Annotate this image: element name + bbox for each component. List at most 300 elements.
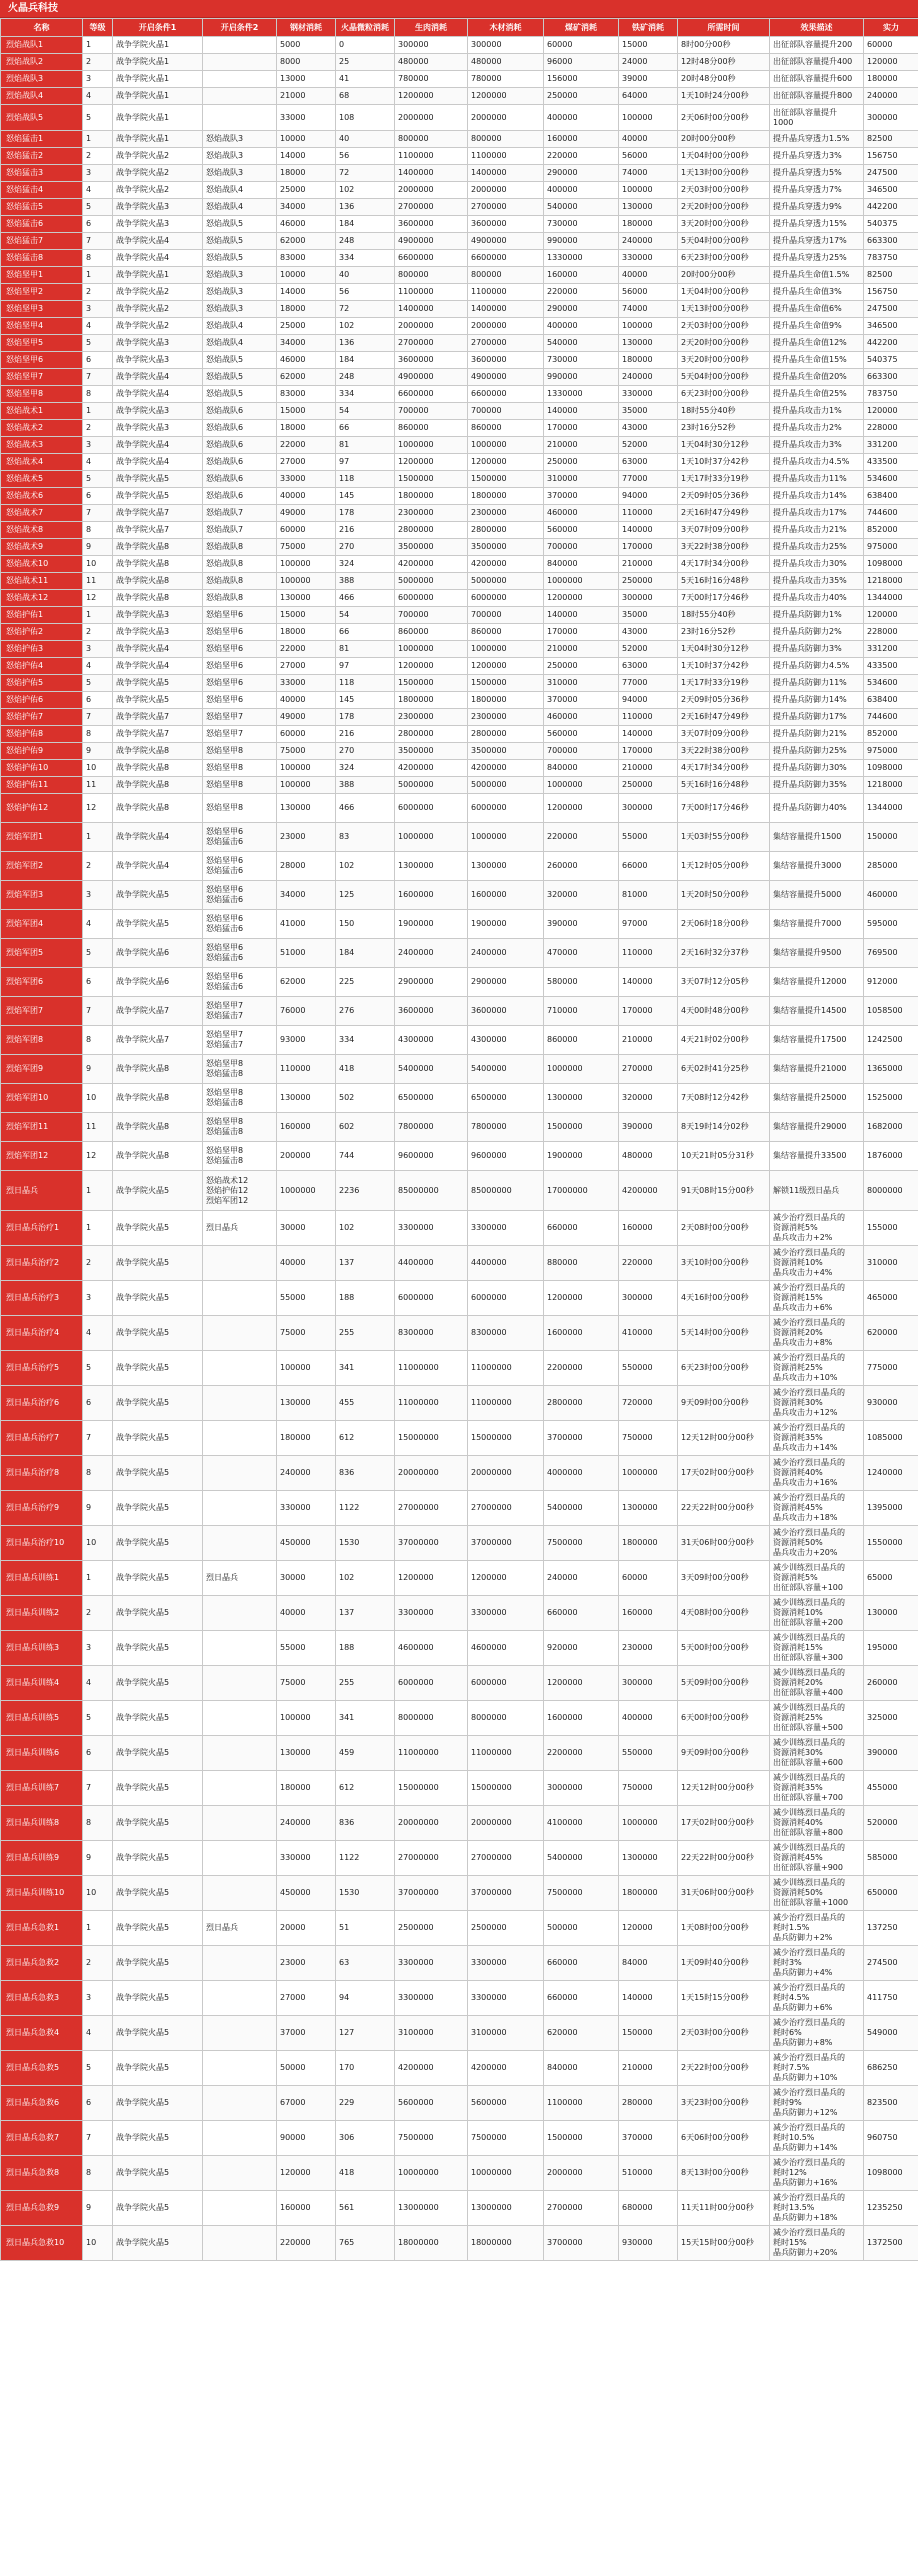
table-cell: 怒焰坚甲8 [203, 760, 277, 777]
table-cell: 提升晶兵防御力14% [770, 692, 864, 709]
table-cell: 285000 [864, 852, 918, 881]
table-cell: 1500000 [468, 471, 544, 488]
table-cell: 战争学院火晶4 [113, 641, 203, 658]
table-cell: 提升晶兵防御力25% [770, 743, 864, 760]
table-cell: 战争学院火晶5 [113, 1526, 203, 1561]
row-name-cell: 怒焰战术1 [1, 403, 83, 420]
table-cell: 7800000 [468, 1113, 544, 1142]
table-cell: 5 [83, 105, 113, 131]
table-cell: 3 [83, 641, 113, 658]
table-cell: 提升晶兵防御力2% [770, 624, 864, 641]
table-cell: 5天04时00分00秒 [678, 233, 770, 250]
table-cell: 660000 [544, 1211, 619, 1246]
table-cell: 怒焰战队4 [203, 199, 277, 216]
table-cell: 35000 [619, 403, 678, 420]
table-cell: 72 [336, 301, 395, 318]
table-cell: 180000 [864, 71, 918, 88]
table-cell: 4 [83, 454, 113, 471]
table-cell: 534600 [864, 675, 918, 692]
row-name-cell: 怒焰战术5 [1, 471, 83, 488]
table-cell: 248 [336, 233, 395, 250]
table-row [1, 386, 918, 403]
table-cell: 怒焰战队3 [203, 267, 277, 284]
table-cell: 60000 [619, 1561, 678, 1596]
table-cell: 怒焰战队8 [203, 539, 277, 556]
table-cell: 63000 [619, 658, 678, 675]
table-cell [203, 1246, 277, 1281]
table-cell: 2天08时00分00秒 [678, 1211, 770, 1246]
table-cell: 怒焰坚甲8 怒焰猛击8 [203, 1142, 277, 1171]
table-cell: 4200000 [395, 556, 468, 573]
table-cell: 228000 [864, 420, 918, 437]
table-cell: 1天13时00分00秒 [678, 165, 770, 182]
table-row [1, 1806, 918, 1841]
row-name-cell: 烈焰战队4 [1, 88, 83, 105]
table-cell: 130000 [277, 1084, 336, 1113]
table-row [1, 1246, 918, 1281]
table-cell: 7天00时17分46秒 [678, 794, 770, 823]
table-cell: 减少训练烈日晶兵的 资源消耗50% 出征部队容量+1000 [770, 1876, 864, 1911]
table-cell: 310000 [544, 471, 619, 488]
row-name-cell: 怒焰猛击4 [1, 182, 83, 199]
table-cell: 1天10时37分42秒 [678, 454, 770, 471]
table-cell: 6500000 [395, 1084, 468, 1113]
table-cell: 1100000 [544, 2086, 619, 2121]
table-cell: 43000 [619, 624, 678, 641]
table-cell: 62000 [277, 968, 336, 997]
table-cell: 156750 [864, 284, 918, 301]
table-row [1, 743, 918, 760]
table-cell: 3600000 [468, 997, 544, 1026]
table-cell: 1天08时00分00秒 [678, 1911, 770, 1946]
table-cell: 11000000 [468, 1736, 544, 1771]
table-cell: 战争学院火晶1 [113, 131, 203, 148]
table-row [1, 1526, 918, 1561]
table-cell: 10 [83, 556, 113, 573]
table-cell: 战争学院火晶7 [113, 997, 203, 1026]
table-row [1, 968, 918, 997]
table-cell: 怒焰战队4 [203, 318, 277, 335]
table-cell: 怒焰战队6 [203, 420, 277, 437]
row-name-cell: 烈日晶兵急救10 [1, 2226, 83, 2261]
table-cell: 700000 [468, 403, 544, 420]
row-name-cell: 烈日晶兵治疗2 [1, 1246, 83, 1281]
table-cell: 2200000 [544, 1351, 619, 1386]
table-cell: 140000 [619, 522, 678, 539]
table-cell: 100000 [277, 1351, 336, 1386]
table-cell: 怒焰坚甲6 怒焰猛击6 [203, 968, 277, 997]
table-cell: 9 [83, 539, 113, 556]
table-cell: 7天00时17分46秒 [678, 590, 770, 607]
table-cell: 1200000 [544, 1281, 619, 1316]
table-cell: 130000 [277, 794, 336, 823]
table-row [1, 1113, 918, 1142]
table-cell: 减少训练烈日晶兵的 资源消耗35% 出征部队容量+700 [770, 1771, 864, 1806]
table-row [1, 2051, 918, 2086]
table-cell: 3600000 [395, 997, 468, 1026]
table-cell: 77000 [619, 471, 678, 488]
table-cell: 8 [83, 726, 113, 743]
table-cell: 18000000 [395, 2226, 468, 2261]
row-name-cell: 烈日晶兵急救8 [1, 2156, 83, 2191]
table-cell [203, 1631, 277, 1666]
table-cell: 1 [83, 1561, 113, 1596]
table-cell: 83000 [277, 250, 336, 267]
table-cell: 20000000 [468, 1806, 544, 1841]
table-cell: 7 [83, 505, 113, 522]
row-name-cell: 烈日晶兵治疗6 [1, 1386, 83, 1421]
table-cell: 战争学院火晶8 [113, 743, 203, 760]
table-cell: 33000 [277, 471, 336, 488]
table-cell: 76000 [277, 997, 336, 1026]
sheet-title: 火晶兵科技 [0, 0, 918, 18]
table-cell: 7 [83, 233, 113, 250]
table-cell: 156000 [544, 71, 619, 88]
table-row [1, 454, 918, 471]
table-cell: 97 [336, 658, 395, 675]
table-cell: 300000 [619, 794, 678, 823]
table-cell [203, 1596, 277, 1631]
table-row [1, 573, 918, 590]
table-cell: 1600000 [395, 881, 468, 910]
table-cell: 5400000 [468, 1055, 544, 1084]
table-cell: 战争学院火晶5 [113, 2121, 203, 2156]
table-row [1, 2121, 918, 2156]
table-cell: 1400000 [468, 301, 544, 318]
table-cell: 战争学院火晶3 [113, 335, 203, 352]
table-cell: 27000000 [395, 1491, 468, 1526]
row-name-cell: 烈焰战队2 [1, 54, 83, 71]
table-cell: 4900000 [468, 369, 544, 386]
table-cell: 1372500 [864, 2226, 918, 2261]
table-cell: 怒焰坚甲8 怒焰猛击8 [203, 1084, 277, 1113]
table-cell: 10000000 [468, 2156, 544, 2191]
row-name-cell: 怒焰坚甲4 [1, 318, 83, 335]
table-row [1, 369, 918, 386]
table-cell: 195000 [864, 1631, 918, 1666]
table-cell: 2500000 [468, 1911, 544, 1946]
table-cell: 400000 [544, 105, 619, 131]
table-cell: 750000 [619, 1421, 678, 1456]
table-cell: 3天07时09分00秒 [678, 726, 770, 743]
table-cell: 减少治疗烈日晶兵的 资源消耗50% 晶兵攻击力+20% [770, 1526, 864, 1561]
table-cell: 集结容量提升21000 [770, 1055, 864, 1084]
table-cell: 370000 [544, 692, 619, 709]
table-row [1, 794, 918, 823]
table-cell: 18000 [277, 624, 336, 641]
table-cell: 18时55分40秒 [678, 403, 770, 420]
table-cell: 20000000 [395, 1456, 468, 1491]
table-cell: 减少治疗烈日晶兵的 耗时12% 晶兵防御力+16% [770, 2156, 864, 2191]
table-cell: 35000 [619, 607, 678, 624]
table-cell: 1058500 [864, 997, 918, 1026]
table-cell: 集结容量提升9500 [770, 939, 864, 968]
table-cell: 1200000 [468, 454, 544, 471]
table-row [1, 1421, 918, 1456]
table-cell: 1200000 [395, 1561, 468, 1596]
table-cell: 783750 [864, 250, 918, 267]
table-cell [203, 2051, 277, 2086]
table-cell: 1500000 [544, 1113, 619, 1142]
table-cell: 184 [336, 216, 395, 233]
table-row [1, 1876, 918, 1911]
table-cell: 110000 [619, 505, 678, 522]
table-cell: 7800000 [395, 1113, 468, 1142]
table-cell: 3天09时00分00秒 [678, 1561, 770, 1596]
table-cell: 1100000 [395, 284, 468, 301]
table-cell: 集结容量提升3000 [770, 852, 864, 881]
table-cell: 怒焰战队3 [203, 284, 277, 301]
table-cell: 1800000 [395, 488, 468, 505]
table-cell: 160000 [277, 1113, 336, 1142]
table-cell: 510000 [619, 2156, 678, 2191]
table-cell: 34000 [277, 335, 336, 352]
table-cell: 465000 [864, 1281, 918, 1316]
table-cell: 40000 [277, 692, 336, 709]
table-cell: 81000 [619, 881, 678, 910]
table-cell: 210000 [544, 641, 619, 658]
column-header: 木材消耗 [468, 19, 544, 37]
table-cell: 集结容量提升1500 [770, 823, 864, 852]
table-cell: 3天10时00分00秒 [678, 1246, 770, 1281]
table-cell: 800000 [468, 131, 544, 148]
table-cell: 17天02时00分00秒 [678, 1456, 770, 1491]
row-name-cell: 怒焰猛击3 [1, 165, 83, 182]
table-cell: 930000 [864, 1386, 918, 1421]
table-cell: 240000 [619, 233, 678, 250]
table-cell: 650000 [864, 1876, 918, 1911]
table-row [1, 1981, 918, 2016]
table-cell: 100000 [277, 777, 336, 794]
table-cell: 5天00时00分00秒 [678, 1631, 770, 1666]
table-cell: 852000 [864, 522, 918, 539]
table-cell [203, 1456, 277, 1491]
table-cell: 3 [83, 301, 113, 318]
table-cell: 战争学院火晶8 [113, 794, 203, 823]
table-cell: 100000 [619, 105, 678, 131]
table-cell: 4 [83, 1316, 113, 1351]
table-cell: 276 [336, 997, 395, 1026]
table-cell: 战争学院火晶8 [113, 1113, 203, 1142]
table-row [1, 88, 918, 105]
table-cell: 300000 [619, 590, 678, 607]
table-cell: 提升晶兵攻击力1% [770, 403, 864, 420]
table-cell: 5 [83, 199, 113, 216]
table-cell: 战争学院火晶3 [113, 352, 203, 369]
table-cell: 1530 [336, 1876, 395, 1911]
table-cell: 12 [83, 794, 113, 823]
table-cell: 8 [83, 522, 113, 539]
row-name-cell: 怒焰猛击1 [1, 131, 83, 148]
table-cell: 战争学院火晶8 [113, 777, 203, 794]
table-cell: 41 [336, 71, 395, 88]
row-name-cell: 烈焰军团12 [1, 1142, 83, 1171]
table-cell: 5 [83, 335, 113, 352]
table-cell: 怒焰战队6 [203, 403, 277, 420]
column-header: 效果描述 [770, 19, 864, 37]
row-name-cell: 烈日晶兵急救5 [1, 2051, 83, 2086]
table-cell: 81 [336, 437, 395, 454]
table-cell: 220000 [544, 148, 619, 165]
row-name-cell: 烈日晶兵急救6 [1, 2086, 83, 2121]
table-cell: 1600000 [468, 881, 544, 910]
table-cell: 2800000 [395, 726, 468, 743]
table-cell: 2天16时47分49秒 [678, 505, 770, 522]
table-cell: 250000 [544, 88, 619, 105]
table-cell: 1682000 [864, 1113, 918, 1142]
table-cell: 怒焰坚甲7 [203, 709, 277, 726]
table-cell: 780000 [395, 71, 468, 88]
table-cell: 250000 [544, 454, 619, 471]
table-cell: 300000 [468, 37, 544, 54]
table-cell: 137250 [864, 1911, 918, 1946]
table-cell: 2300000 [468, 709, 544, 726]
table-cell: 怒焰坚甲7 [203, 726, 277, 743]
table-cell: 3 [83, 1281, 113, 1316]
column-header: 火晶微粒消耗 [336, 19, 395, 37]
table-row [1, 1055, 918, 1084]
table-cell: 82500 [864, 131, 918, 148]
table-cell: 520000 [864, 1806, 918, 1841]
row-name-cell: 烈日晶兵治疗8 [1, 1456, 83, 1491]
table-cell [203, 1946, 277, 1981]
table-row [1, 352, 918, 369]
table-cell: 战争学院火晶8 [113, 556, 203, 573]
table-cell: 37000000 [395, 1526, 468, 1561]
table-cell: 6 [83, 488, 113, 505]
table-row [1, 105, 918, 131]
table-cell: 怒焰战队5 [203, 250, 277, 267]
table-cell: 1235250 [864, 2191, 918, 2226]
table-cell: 200000 [277, 1142, 336, 1171]
table-cell [203, 105, 277, 131]
table-cell: 49000 [277, 505, 336, 522]
table-cell: 减少训练烈日晶兵的 资源消耗5% 出征部队容量+100 [770, 1561, 864, 1596]
table-cell: 3 [83, 437, 113, 454]
table-cell: 1900000 [544, 1142, 619, 1171]
table-cell: 9天09时00分00秒 [678, 1736, 770, 1771]
table-cell: 6000000 [395, 1281, 468, 1316]
table-cell: 1100000 [395, 148, 468, 165]
table-row [1, 1491, 918, 1526]
table-cell: 580000 [544, 968, 619, 997]
table-cell: 1330000 [544, 250, 619, 267]
table-cell: 3天07时09分00秒 [678, 522, 770, 539]
table-cell: 1200000 [395, 658, 468, 675]
table-cell: 480000 [619, 1142, 678, 1171]
table-cell: 2000000 [544, 2156, 619, 2191]
table-cell: 战争学院火晶2 [113, 301, 203, 318]
table-cell: 3500000 [468, 539, 544, 556]
table-cell: 1200000 [544, 794, 619, 823]
table-cell: 2天03时00分00秒 [678, 182, 770, 199]
table-cell: 930000 [619, 2226, 678, 2261]
table-cell: 2000000 [468, 318, 544, 335]
table-cell: 210000 [619, 760, 678, 777]
table-cell: 127 [336, 2016, 395, 2051]
table-cell: 341 [336, 1351, 395, 1386]
table-cell: 3500000 [468, 743, 544, 760]
table-cell: 提升晶兵防御力3% [770, 641, 864, 658]
table-cell: 战争学院火晶5 [113, 2086, 203, 2121]
table-cell: 怒焰坚甲8 [203, 777, 277, 794]
table-cell: 638400 [864, 692, 918, 709]
table-cell: 18时55分40秒 [678, 607, 770, 624]
table-cell: 40 [336, 267, 395, 284]
table-cell: 108 [336, 105, 395, 131]
table-cell: 388 [336, 777, 395, 794]
table-cell: 减少治疗烈日晶兵的 耗时7.5% 晶兵防御力+10% [770, 2051, 864, 2086]
table-cell: 10000 [277, 267, 336, 284]
table-cell: 710000 [544, 997, 619, 1026]
table-cell: 7 [83, 2121, 113, 2156]
table-body [1, 37, 918, 2261]
table-cell: 60000 [277, 522, 336, 539]
table-cell: 840000 [544, 2051, 619, 2086]
table-cell: 怒焰战术12 怒焰护佑12 烈焰军团12 [203, 1171, 277, 1211]
table-cell: 75000 [277, 1666, 336, 1701]
table-cell: 240000 [277, 1806, 336, 1841]
table-cell: 1550000 [864, 1526, 918, 1561]
table-cell: 2700000 [395, 199, 468, 216]
table-cell: 提升晶兵防御力35% [770, 777, 864, 794]
table-cell: 怒焰坚甲8 [203, 743, 277, 760]
table-cell: 2400000 [395, 939, 468, 968]
row-name-cell: 怒焰猛击6 [1, 216, 83, 233]
table-row [1, 1316, 918, 1351]
table-cell: 730000 [544, 352, 619, 369]
table-cell: 975000 [864, 539, 918, 556]
table-row [1, 556, 918, 573]
table-cell: 怒焰坚甲6 怒焰猛击6 [203, 852, 277, 881]
table-cell: 1240000 [864, 1456, 918, 1491]
table-cell: 170000 [544, 624, 619, 641]
table-cell: 8 [83, 1806, 113, 1841]
table-cell: 怒焰坚甲6 怒焰猛击6 [203, 881, 277, 910]
table-cell: 13000 [277, 71, 336, 88]
table-cell: 1 [83, 823, 113, 852]
table-row [1, 216, 918, 233]
table-cell: 5天09时00分00秒 [678, 1666, 770, 1701]
table-cell: 720000 [619, 1386, 678, 1421]
table-cell: 2900000 [468, 968, 544, 997]
table-cell: 3天20时00分00秒 [678, 216, 770, 233]
table-cell: 248 [336, 369, 395, 386]
table-cell: 减少治疗烈日晶兵的 耗时9% 晶兵防御力+12% [770, 2086, 864, 2121]
table-cell: 21000 [277, 88, 336, 105]
row-name-cell: 烈焰战队3 [1, 71, 83, 88]
table-row [1, 522, 918, 539]
table-cell: 减少治疗烈日晶兵的 耗时15% 晶兵防御力+20% [770, 2226, 864, 2261]
table-cell: 减少治疗烈日晶兵的 耗时13.5% 晶兵防御力+18% [770, 2191, 864, 2226]
row-name-cell: 烈焰军团7 [1, 997, 83, 1026]
table-cell: 66 [336, 624, 395, 641]
table-cell: 680000 [619, 2191, 678, 2226]
table-row [1, 505, 918, 522]
table-cell: 502 [336, 1084, 395, 1113]
table-cell: 56 [336, 148, 395, 165]
table-cell: 247500 [864, 301, 918, 318]
table-cell: 2000000 [395, 318, 468, 335]
table-cell: 8000000 [395, 1701, 468, 1736]
table-cell: 战争学院火晶5 [113, 1171, 203, 1211]
table-cell: 560000 [544, 522, 619, 539]
table-cell: 620000 [864, 1316, 918, 1351]
table-cell: 1085000 [864, 1421, 918, 1456]
table-cell: 160000 [619, 1211, 678, 1246]
table-cell: 减少治疗烈日晶兵的 资源消耗5% 晶兵攻击力+2% [770, 1211, 864, 1246]
table-cell: 1 [83, 403, 113, 420]
